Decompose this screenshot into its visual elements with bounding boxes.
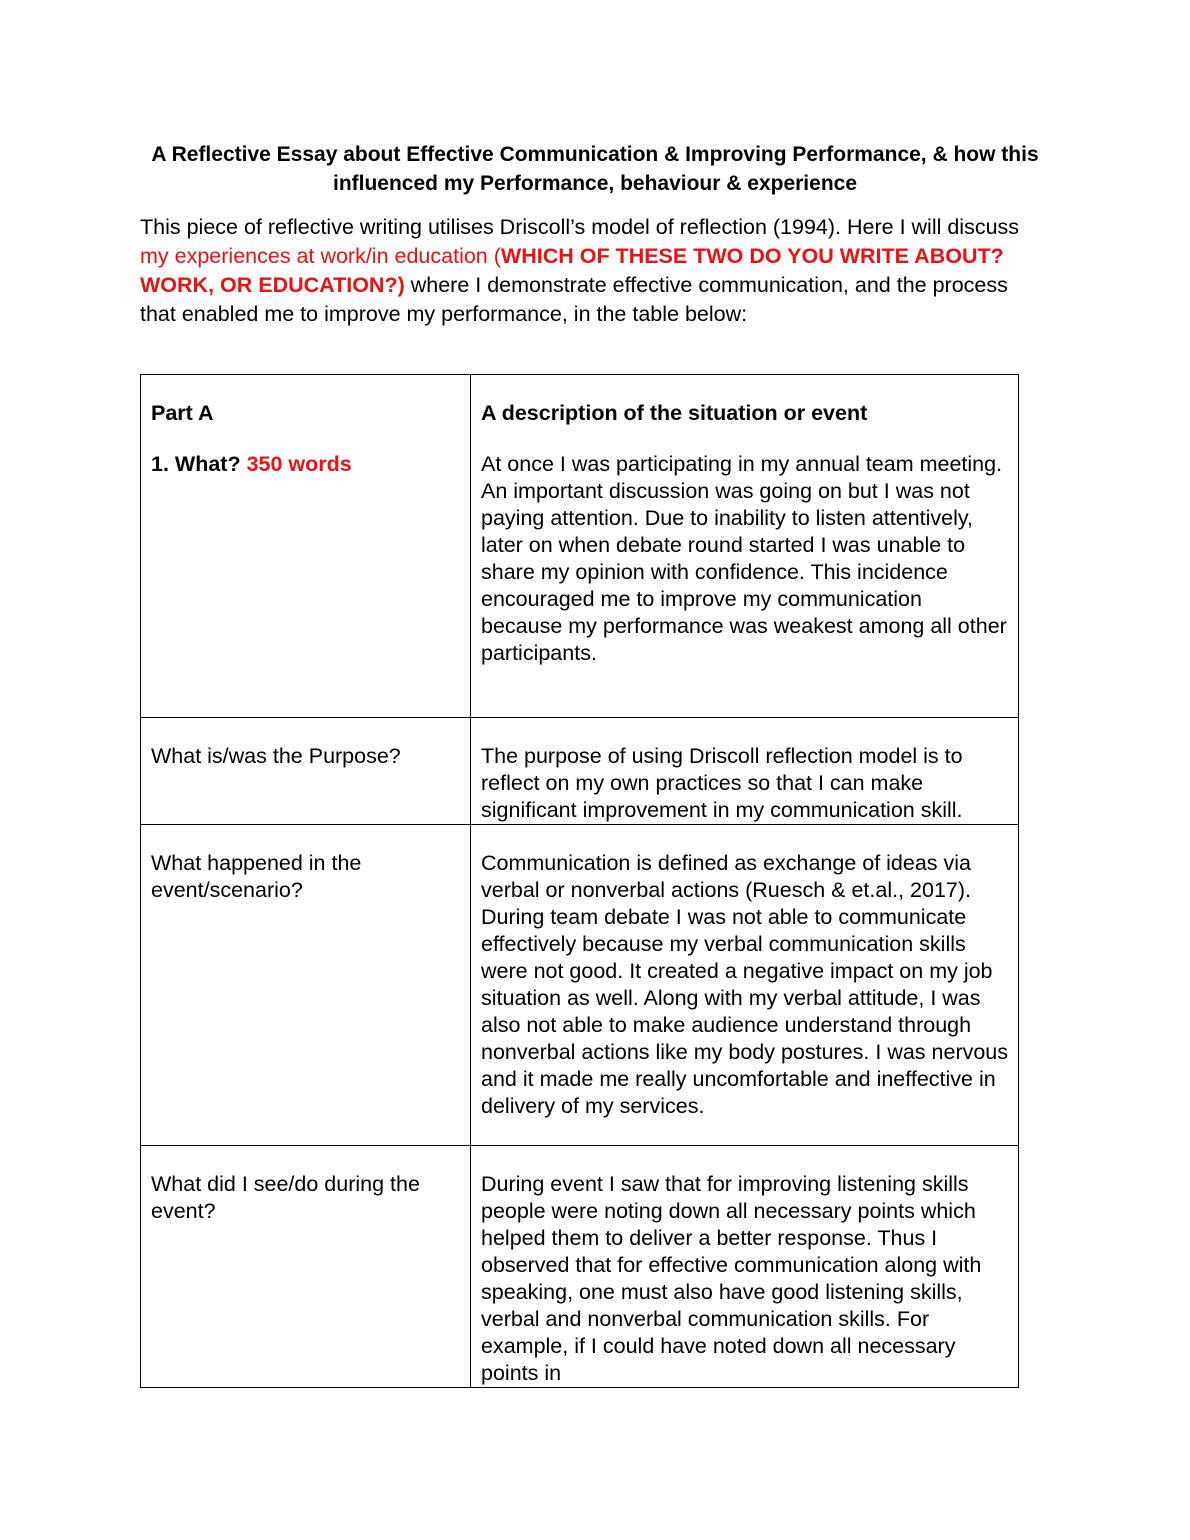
table-cell-left — [141, 718, 471, 825]
intro-highlight-red: my experiences at work/in education ( — [140, 244, 501, 268]
table-cell-left — [141, 1146, 471, 1388]
intro-text-2: where I demonstrate effective communication, and the process that enabled me to improve my performance, in the table below: — [140, 273, 1008, 326]
intro-highlight-red-bold: WHICH OF THESE TWO DO YOU WRITE ABOUT? WORK, OR EDUCATION?) — [140, 244, 1004, 297]
part-a-heading: Part A — [151, 401, 214, 425]
table-row-what-happened — [141, 825, 1019, 1146]
question-1-label — [151, 451, 460, 478]
table-cell-right — [471, 1146, 1019, 1388]
table-cell-left — [141, 825, 471, 1146]
answer-purpose: The purpose of using Driscoll reflection model is to reflect on my own practices so that I can make significant improvement in my communication skill. — [481, 744, 963, 822]
reflection-table — [140, 374, 1019, 1388]
intro-paragraph — [140, 213, 1030, 329]
answer-1: At once I was participating in my annual team meeting. An important discussion was going on but I was not paying attention. Due to inability to listen attentively, later on when debate round started I was unable to share my opinion with confidence. This incidence encouraged me to improve my communication because my performance was weakest among all other participants. — [481, 452, 1007, 665]
question-1-text: 1. What? — [151, 452, 247, 476]
intro-text-1: This piece of reflective writing utilises Driscoll’s model of reflection (1994). Here I will discuss — [140, 215, 1020, 239]
table-row-see-do — [141, 1146, 1019, 1388]
table-row-purpose — [141, 718, 1019, 825]
table-cell-left — [141, 375, 471, 718]
table-cell-right — [471, 825, 1019, 1146]
document-title: A Reflective Essay about Effective Communication & Improving Performance, & how this influenced my Performance, behaviour & experience — [151, 143, 1039, 195]
table-cell-right — [471, 375, 1019, 718]
table-cell-right — [471, 718, 1019, 825]
description-heading: A description of the situation or event — [481, 401, 868, 425]
question-what-happened: What happened in the event/scenario? — [151, 851, 362, 902]
word-count-note: 350 words — [246, 452, 352, 476]
question-purpose: What is/was the Purpose? — [151, 744, 401, 768]
question-see-do: What did I see/do during the event? — [151, 1172, 420, 1223]
answer-see-do: During event I saw that for improving listening skills people were noting down all necessary points which helped them to deliver a better response. Thus I observed that for effective communication along with speaking, one must also have good listening skills, verbal and nonverbal communication skills. For example, if I could have noted down all necessary points in — [481, 1172, 982, 1385]
answer-what-happened: Communication is defined as exchange of ideas via verbal or nonverbal actions (Ruesch & et.al., 2017). During team debate I was not able to communicate effectively because my verbal communication skills were not good. It created a negative impact on my job situation as well. Along with my verbal attitude, I was also not able to make audience understand through nonverbal actions like my body postures. I was nervous and it made me really uncomfortable and ineffective in delivery of my services. — [481, 851, 1009, 1118]
table-row-part-a — [141, 375, 1019, 718]
